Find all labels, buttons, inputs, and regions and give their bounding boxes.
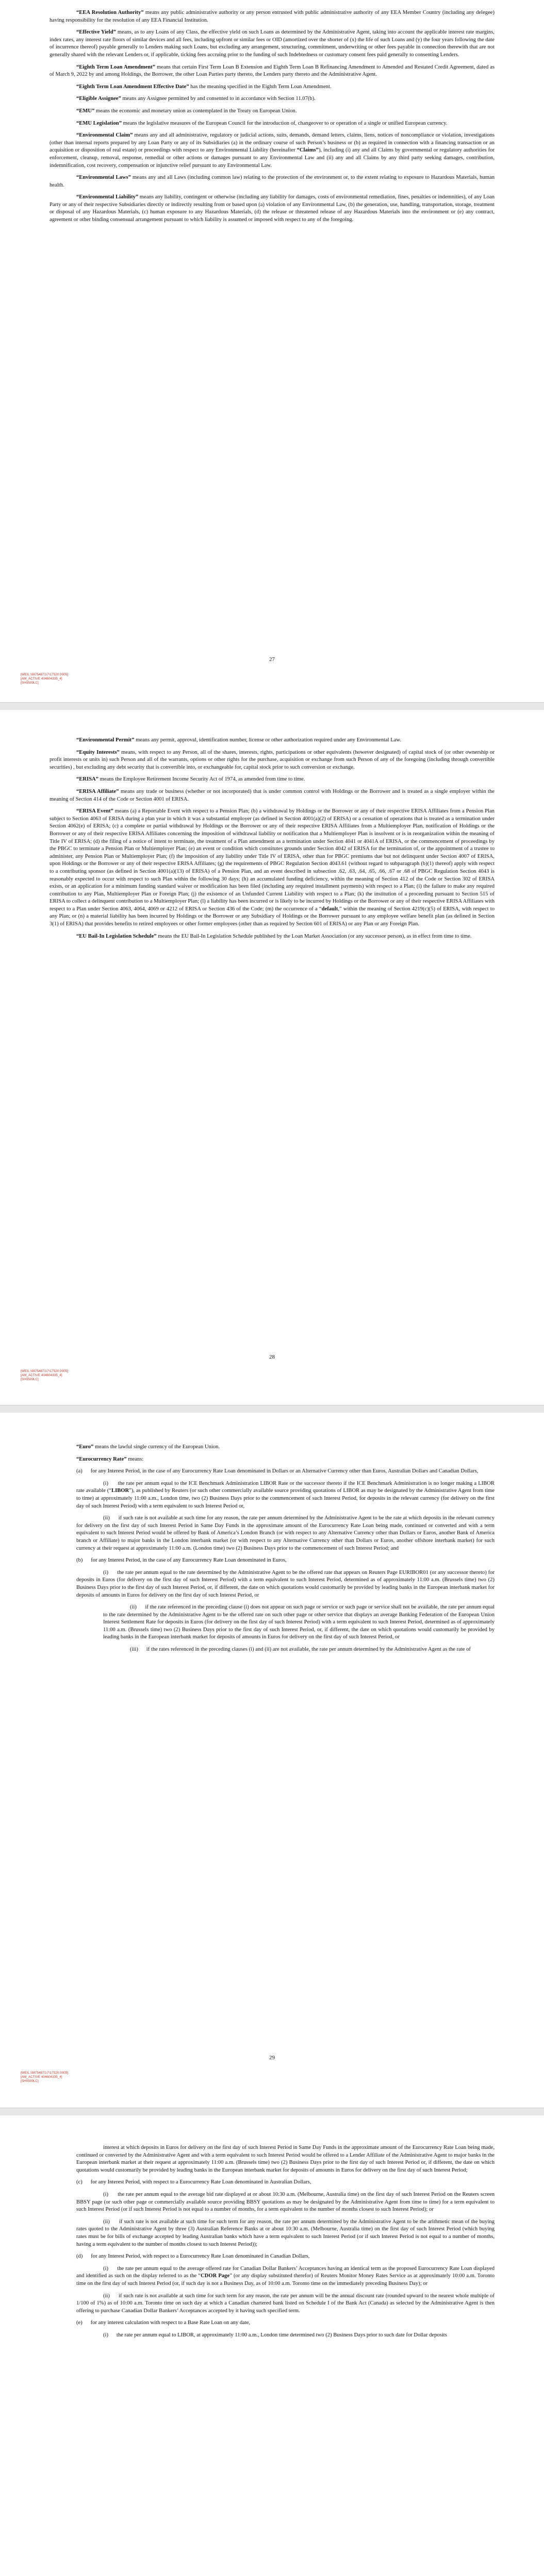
paragraph: “Effective Yield” means, as to any Loans of any Class, the effective yield on such Loans as determined by the Administrative Agent, taking into account the applicable interest rate margins, index rates, any interest rate floors of similar devices and all fees, including upfront or similar fees or OID (amortized over the shorter of (x) the life of such Loans and (y) the four years following the date of incurrence thereof) payable generally to Lenders making such Loans, but excluding any arrangement, structuring, commitment, underwriting or other fees payable in connection therewith that are not generally shared with the relevant Lenders or, if applicable, ticking fees accruing prior to the funding of such Indebtedness or customary consent fees paid generally to consenting Lenders. [50,29,494,58]
page-separator [0,1405,544,1413]
paragraph: (i) the rate per annum equal to the ICE Benchmark Administration LIBOR Rate or the successor thereto if the ICE Benchmark Administration is no longer making a LIBOR rate available (“LIBOR”), as published by Reuters (or such other commercially available source providing quotations of LIBOR as may be designated by the Administrative Agent from time to time) at approximately 11:00 a.m., London time, two (2) Business Days prior to the commencement of such Interest Period, for deposits in the relevant currency (for delivery on the first day of such Interest Period) with a term equivalent to such Interest Period or, [76,1480,495,1509]
paragraph: “Eighth Term Loan Amendment Effective Date” has the meaning specified in the Eighth Term Loan Amendment. [76,83,332,90]
paragraph: “EMU” means the economic and monetary union as contemplated in the Treaty on European Union. [76,108,297,114]
page-body [50,2144,494,2344]
paragraph: (i) the rate per annum equal to the average bid rate displayed at or about 10:30 a.m. (Melbourne, Australia time) on the first day of such Interest Period on the Reuters screen BBSY page (or such other page or commercially available source providing BBSY quotations as may be designated by the Administrative Agent from time to time) for a term equivalent to such Interest Period (or if such Interest Period is not equal to a number of months, for a term equivalent to the number of months closest to such Interest Period); or [76,2191,494,2213]
stamp-line: [SH0509LC] [21,681,39,685]
paragraph: “ERISA” means the Employee Retirement Income Security Act of 1974, as amended from time to time. [76,776,305,783]
paragraph: (iii) if the rates referenced in the preceding clauses (i) and (ii) are not available, the rate per annum determined by the Administrative Agent as the rate of [130,1647,471,1653]
paragraph: (c) for any Interest Period, with respect to a Eurocurrency Rate Loan denominated in Australian Dollars, [76,2179,311,2185]
page-number: 29 [269,2055,275,2061]
paragraph: “Environmental Permit” means any permit, approval, identification number, license or other authorization required under any Environmental Law. [76,737,402,743]
paragraph: “EMU Legislation” means the legislative measures of the European Council for the introduction of, changeover to or operation of a single or unified European currency. [76,120,448,126]
paragraph: “Eligible Assignee” means any Assignee permitted by and consented to in accordance with Section 11.07(b). [76,96,316,102]
paragraph: (e) for any interest calculation with respect to a Base Rate Loan on any date, [76,2320,251,2326]
paragraph: (a) for any Interest Period, in the case of any Eurocurrency Rate Loan denominated in Dollars or an Alternative Currency other than Euros, Australian Dollars and Canadian Dollars, [76,1468,479,1475]
page-number: 27 [269,656,275,663]
page [0,2115,544,2576]
doc-stamp [21,1369,68,1382]
doc-stamp [21,2071,68,2083]
paragraph: “EEA Resolution Authority” means any public administrative authority or any person entrusted with public administrative authority of any EEA Member Country (including any delegee) having responsibility for the resolution of any EEA Financial Institution. [50,10,495,23]
paragraph: “EU Bail-In Legislation Schedule” means the EU Bail-In Legislation Schedule published by the Loan Market Association (or any successor person), as in effect from time to time. [76,933,472,939]
page [0,0,544,702]
stamp-line: [WEIL:\98754871\7\17520.0005] [21,2071,69,2075]
paragraph: (ii) if such rate is not available at such time for such term for any reason, the rate per annum will be the annual discount rate (rounded upward to the nearest whole multiple of 1/100 of 1%) as of 10:00 a.m. Toronto time on such day at which a Canadian chartered bank listed on Schedule I of the Bank Act (Canada) as selected by the Administrative Agent is then offering to purchase Canadian Dollar Bankers’ Acceptances accepted by it having such specified term. [76,2293,494,2314]
paragraph: (ii) if such rate is not available at such time for such term for any reason, the rate per annum determined by the Administrative Agent to be the arithmetic mean of the buying rates quoted to the Administrative Agent by three (3) Australian Reference Banks at or about 10:30 a.m. (Melbourne, Australia time) on the first day of such Interest Period (which buying rates must be for bills of exchange accepted by leading Australian banks which have a term equivalent to such Interest Period (or if such Interest Period is not equal to a number of months, having a term equivalent to the number of months closest to such Interest Period)); [76,2218,494,2247]
page [0,1413,544,2108]
paragraph: “Eurocurrency Rate” means: [76,1456,144,1462]
page [0,710,544,1405]
paragraph: (i) the rate per annum equal to LIBOR, at approximately 11:00 a.m., London time determined two (2) Business Days prior to such date for Dollar deposits [103,2332,447,2338]
paragraph: interest at which deposits in Euros for delivery on the first day of such Interest Period in Same Day Funds in the approximate amount of the Eurocurrency Rate Loan being made, continued or converted by the Administrative Agent and with a term equivalent to such Interest Period would be offered to a Lender Affiliate of the Administrative Agent to major banks in the European interbank market at their request at approximately 11:00 a.m. (Brussels time) two (2) Business Days prior to the first day of such Interest Period or, if different, the date on which quotations would customarily be provided by leading banks in the European interbank market for deposits of amounts in Euros for delivery on the first day of such Interest Period; [76,2145,494,2173]
paragraph: (b) for any Interest Period, in the case of any Eurocurrency Rate Loan denominated in Euros, [76,1557,287,1564]
paragraph: (i) the rate per annum equal to the rate determined by the Administrative Agent to be the offered rate that appears on Reuters Page EURIBOR01 (or any successor thereto) for deposits in Euros (for delivery on the first day of such Interest Period) with a term equivalent to such Interest Period, determined as of approximately 11:00 a.m. (Brussels time) two (2) Business Days prior to the first day of such Interest Period, or, if different, the date on which quotations would customarily be provided by leading banks in the European interbank market for deposits of amounts in Euros for delivery on the first day of such Interest Period, or [76,1569,494,1598]
paragraph: “Euro” means the lawful single currency of the European Union. [76,1444,220,1450]
paragraph: (ii) if the rate referenced in the preceding clause (i) does not appear on such page or service or such page or service shall not be available, the rate per annum equal to the rate determined by the Administrative Agent to be the offered rate on such other page or other service that displays an average Banking Federation of the European Union Interest Settlement Rate for deposits in Euros (for delivery on the first day of such Interest Period) with a term equivalent to such Interest Period, determined as of approximately 11:00 a.m. (Brussels time) two (2) Business Days prior to the first day of such Interest Period, or, if different, the date on which quotations would customarily be provided by leading banks in the European interbank market for deposits of amounts in Euros for delivery on the first day of such Interest Period, or [103,1604,494,1640]
paragraph: (ii) if such rate is not available at such time for any reason, the rate per annum determined by the Administrative Agent to be the rate at which deposits in the relevant currency for delivery on the first day of such Interest Period in Same Day Funds in the approximate amount of the Eurocurrency Rate Loan being made, continued or converted and with a term equivalent to such Interest Period would be offered by Bank of America’s London Branch (or with respect to any Alternative Currency other than Dollars or Euros, another Bank of America branch or Affiliate) to major banks in the London interbank market (or with respect to any Alternative Currency other than Dollars or Euros, another offshore interbank market) for such currency at their request at approximately 11:00 a.m. (London time) two (2) Business Days prior to the commencement of such Interest Period; and [76,1515,494,1551]
stamp-line: [SH0509LC] [21,1378,39,1381]
paragraph: “ERISA Event” means (a) a Reportable Event with respect to a Pension Plan; (b) a withdrawal by Holdings or the Borrower or any of their respective ERISA Affiliates from a Pension Plan subject to Section 4063 of ERISA during a plan year in which it was a substantial employer (as defined in Section 4001(a)(2) of ERISA) or a cessation of operations that is treated as a termination under Section 4062(e) of ERISA; (c) a complete or partial withdrawal by Holdings or the Borrower or any of their respective ERISA Affiliates from a Multiemployer Plan, notification of Holdings or the Borrower or any of their respective ERISA Affiliates concerning the imposition of withdrawal liability or notification that a Multiemployer Plan is insolvent or is in reorganization within the meaning of Title IV of ERISA; (d) the filing of a notice of intent to terminate, the treatment of a Plan amendment as a termination under Section 4041 or 4041A of ERISA, or the commencement of proceedings by the PBGC to terminate a Pension Plan or Multiemployer Plan; (e) an event or condition which constitutes grounds under Section 4042 of ERISA for the termination of, or the appointment of a trustee to administer, any Pension Plan or Multiemployer Plan; (f) the imposition of any liability under Title IV of ERISA, other than for PBGC premiums due but not delinquent under Section 4007 of ERISA, upon Holdings or the Borrower or any of their respective ERISA Affiliates; (g) the requirements of PBGC Regulation Section 4043.61 (without regard to subparagraph (b)(1) thereof) apply with respect to a contributing sponsor (as defined in Section 4001(a)(13) of ERISA) of a Pension Plan, and an event described in subsection .62, .63, .64, .65, .66, .67 or .68 of PBGC Regulation Section 4043 is reasonably expected to occur with respect to such Plan within the following 30 days; (h) an accumulated funding deficiency, within the meaning of Section 412 of the Code or Section 302 of ERISA exists, or an application for a minimum funding standard waiver or modification has been filed (including any required installment payments) with respect to a Plan; (i) the failure to make any required contribution to any Plan, Multiemployer Plan or Foreign Plan; (j) the existence of an Unfunded Current Liability with respect to a Plan; (k) the institution of a proceeding pursuant to Section 515 of ERISA to collect a delinquent contribution to a Multiemployer Plan; (l) a liability has been incurred or is likely to be incurred by Holdings or the Borrower or any of their respective ERISA Affiliates with respect to a Plan under Section 4063, 4064, 4069 or 4212 of ERISA or Section 436 of the Code; (m) the occurrence of a “default,” within the meaning of Section 4219(c)(5) of ERISA, with respect to any Plan; or (n) a material liability has been incurred by Holdings or the Borrower or any Subsidiary of Holdings or the Borrower pursuant to any employee welfare benefit plan (as defined in Section 3(1) of ERISA) that provides benefits to retired employees or other former employees (other than as required by Section 601 of ERISA) or any Plan or any Foreign Plan. [50,808,494,927]
stamp-line: [SH0509LC] [21,2079,39,2083]
page-body [50,1444,494,1658]
paragraph: “Environmental Laws” means any and all Laws (including common law) relating to the protection of the environment or, to the extent relating to exposure to Hazardous Materials, human health. [50,175,494,188]
paragraph: “Equity Interests” means, with respect to any Person, all of the shares, interests, rights, participations or other equivalents (however designated) of capital stock of (or other ownership or profit interests or units in) such Person and all of the warrants, options or other rights for the purchase, acquisition or exchange from such Person of any of the foregoing (including through convertible securities) , but excluding any debt security that is convertible into, or exchangeable for, capital stock prior to such conversion or exchange. [50,749,494,770]
page-body [50,9,494,229]
paragraph: “Environmental Claim” means any and all administrative, regulatory or judicial actions, suits, demands, demand letters, claims, liens, notices of noncompliance or violation, investigations (other than internal reports prepared by any Loan Party or any of its Subsidiaries (a) in the ordinary course of such Person’s business or (b) as required in connection with a financing transaction or an acquisition or disposition of real estate) or proceedings with respect to any Environmental Liability (hereinafter “Claims”), including (i) any and all Claims by governmental or regulatory authorities for enforcement, cleanup, removal, response, remedial or other actions or damages pursuant to any Environmental Law and (ii) any and all Claims by any third party seeking damages, contribution, indemnification, cost recovery, compensation or injunctive relief pursuant to any Environmental Law. [50,132,495,168]
stamp-line: [AM_ACTIVE 404604335_4] [21,677,62,681]
doc-stamp [21,673,68,685]
page-separator [0,702,544,710]
stamp-line: [AM_ACTIVE 404604335_4] [21,1374,62,1377]
stamp-line: [WEIL:\98754871\7\17520.0005] [21,673,69,676]
paragraph: “ERISA Affiliate” means any trade or business (whether or not incorporated) that is under common control with Holdings or the Borrower and is treated as a single employer within the meaning of Section 414 of the Code or Section 4001 of ERISA. [50,788,494,802]
page-body [50,737,494,945]
stamp-line: [WEIL:\98754871\7\17520.0005] [21,1369,69,1373]
paragraph: “Eighth Term Loan Amendment” means that certain First Term Loan B Extension and Eighth Term Loan B Refinancing Amendment to Amended and Restated Credit Agreement, dated as of March 9, 2022 by and among Holdings, the Borrower, the other Loan Parties party thereto, the Lenders party thereto and the Administrative Agent. [50,64,495,78]
page-separator [0,2108,544,2116]
stamp-line: [AM_ACTIVE 404604335_4] [21,2075,62,2079]
paragraph: (d) for any Interest Period, with respect to a Eurocurrency Rate Loan denominated in Canadian Dollars, [76,2253,310,2260]
page-number: 28 [269,1354,275,1360]
paragraph: “Environmental Liability” means any liability, contingent or otherwise (including any liability for damages, costs of environmental remediation, fines, penalties or indemnities), of any Loan Party or any of their respective Subsidiaries directly or indirectly resulting from or based upon (a) violation of any Environmental Law, (b) the generation, use, handling, transportation, storage, treatment or disposal of any Hazardous Materials, (c) human exposure to any Hazardous Materials, (d) the release or threatened release of any Hazardous Materials into the environment or (e) any contract, agreement or other binding consensual arrangement pursuant to which liability is assumed or imposed with respect to any of the foregoing. [50,194,494,223]
paragraph: (i) the rate per annum equal to the average offered rate for Canadian Dollar Bankers’ Acceptances having an identical term as the proposed Eurocurrency Rate Loan displayed and identified as such on the display referred to as the “CDOR Page” (or any display substituted therefor) of Reuters Monitor Money Rates Service as at approximately 10:00 a.m. Toronto time on the first day of such Interest Period (or, if such day is not a Business Day, as of 10:00 a.m. Toronto time on the immediately preceding Business Day); or [76,2265,494,2286]
